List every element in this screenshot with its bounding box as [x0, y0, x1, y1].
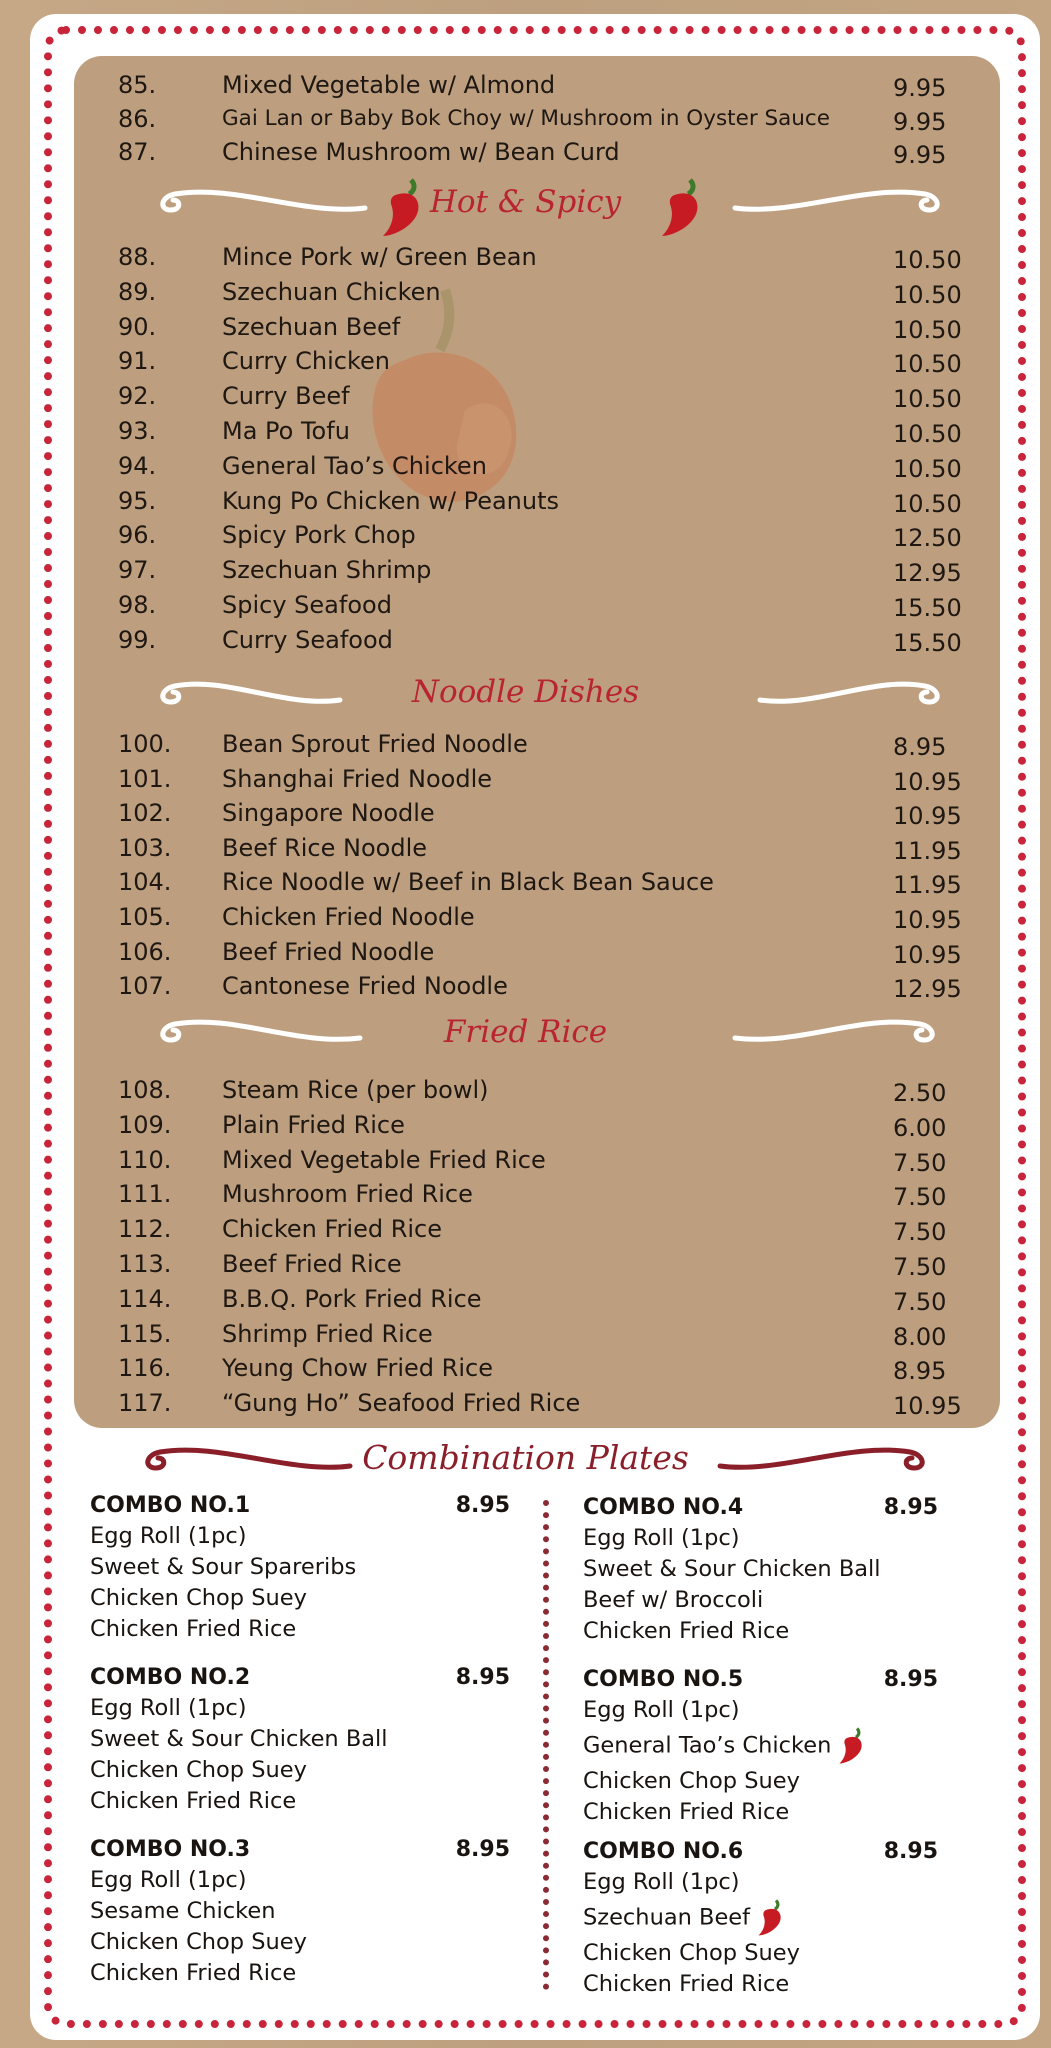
combo-line: [90, 1927, 510, 1958]
combo-line-text: General Tao’s Chicken: [583, 1732, 832, 1759]
swirl-ornament-right: [715, 1436, 930, 1476]
combo-line-text: Egg Roll (1pc): [583, 1525, 740, 1551]
menu-item-price: 10.50: [893, 280, 962, 309]
chili-pepper-icon: [656, 176, 708, 240]
menu-item-row: [118, 969, 962, 1004]
menu-item-price: 8.95: [893, 1357, 947, 1386]
menu-item-price: 10.50: [893, 350, 962, 379]
combo-line: [90, 1552, 510, 1583]
menu-item-row: [118, 1108, 958, 1142]
combo-card: [583, 1664, 938, 1828]
menu-item-row: [118, 1282, 958, 1316]
menu-item-name: Steam Rice (per bowl): [222, 1076, 489, 1104]
swirl-ornament-right: [730, 180, 945, 220]
combo-line: [90, 1614, 510, 1645]
menu-item-name: Szechuan Chicken: [222, 277, 441, 306]
menu-item-row: [118, 553, 962, 588]
menu-item-row: [118, 1317, 958, 1351]
menu-item-row: [118, 68, 958, 102]
combo-title: COMBO NO.2: [90, 1665, 251, 1690]
menu-item-name: B.B.Q. Pork Fried Rice: [222, 1284, 482, 1313]
combo-line-text: Sweet & Sour Spareribs: [90, 1554, 357, 1580]
combo-line-text: Chicken Fried Rice: [90, 1788, 297, 1814]
combo-line: [583, 1695, 938, 1726]
combo-title: COMBO NO.3: [90, 1837, 251, 1862]
menu-item-price: 7.50: [893, 1148, 947, 1177]
combo-line: [583, 1797, 938, 1828]
menu-item-price: 10.95: [893, 802, 962, 831]
combo-line-text: Chicken Chop Suey: [90, 1585, 307, 1611]
menu-item-price: 10.50: [893, 489, 962, 518]
menu-item-name: Chicken Fried Rice: [222, 1215, 443, 1244]
combo-divider: [543, 1500, 549, 1990]
menu-item-name: Szechuan Beef: [222, 312, 401, 341]
menu-item-row: [118, 449, 962, 483]
menu-item-name: Shanghai Fried Noodle: [222, 764, 493, 793]
menu-item-number: 85.: [118, 71, 157, 99]
menu-item-name: “Gung Ho” Seafood Fried Rice: [222, 1389, 581, 1418]
menu-item-price: 15.50: [893, 594, 962, 622]
menu-item-price: 7.50: [893, 1218, 947, 1247]
menu-item-row: [118, 344, 962, 379]
menu-item-row: [118, 135, 958, 169]
menu-item-name: Curry Seafood: [222, 625, 393, 654]
menu-item-number: 89.: [118, 277, 157, 306]
menu-item-number: 99.: [118, 625, 157, 654]
menu-item-price: 12.95: [893, 559, 962, 588]
combo-line: [90, 1521, 510, 1552]
menu-item-number: 117.: [118, 1389, 172, 1418]
menu-item-row: [118, 762, 962, 796]
menu-item-name: Rice Noodle w/ Beef in Black Bean Sauce: [222, 868, 714, 897]
menu-item-row: [118, 275, 962, 309]
menu-item-price: 15.50: [893, 628, 962, 657]
combo-line-text: Chicken Fried Rice: [583, 1799, 790, 1825]
menu-item-number: 102.: [118, 799, 172, 828]
menu-item-number: 114.: [118, 1284, 172, 1313]
combo-line-text: Chicken Chop Suey: [583, 1768, 800, 1794]
menu-item-row: [118, 484, 962, 518]
swirl-ornament-right: [730, 1010, 940, 1050]
menu-item-name: Ma Po Tofu: [222, 417, 350, 445]
swirl-ornament-left: [155, 180, 370, 220]
combo-card: [90, 1662, 510, 1817]
combo-price: 8.95: [455, 1837, 510, 1862]
menu-item-row: [118, 379, 962, 414]
swirl-ornament-right: [755, 672, 945, 712]
combo-line-text: Egg Roll (1pc): [583, 1869, 740, 1895]
menu-item-name: Spicy Seafood: [222, 591, 392, 619]
combo-line: [583, 1766, 938, 1797]
menu-item-price: 10.95: [893, 906, 962, 934]
menu-item-number: 88.: [118, 243, 157, 271]
menu-item-price: 8.00: [893, 1322, 947, 1351]
menu-item-number: 96.: [118, 521, 157, 550]
combo-line-text: Egg Roll (1pc): [90, 1695, 247, 1721]
menu-item-number: 101.: [118, 764, 172, 793]
menu-item-name: Curry Beef: [222, 382, 350, 411]
menu-item-row: [118, 102, 958, 136]
swirl-ornament-left: [140, 1436, 355, 1476]
combo-price: 8.95: [455, 1665, 510, 1690]
menu-item-row: [118, 1143, 958, 1177]
combo-line-text: Egg Roll (1pc): [583, 1697, 740, 1723]
menu-item-row: [118, 1247, 958, 1281]
combo-line-text: Chicken Chop Suey: [90, 1929, 307, 1955]
combo-card: [90, 1490, 510, 1645]
menu-item-row: [118, 1351, 958, 1385]
combo-title: COMBO NO.5: [583, 1667, 744, 1692]
menu-item-name: Szechuan Shrimp: [222, 556, 432, 585]
combo-line-text: Egg Roll (1pc): [90, 1867, 247, 1893]
swirl-ornament-left: [155, 672, 345, 712]
combo-line: [90, 1896, 510, 1927]
menu-item-number: 94.: [118, 451, 157, 480]
combo-line: [583, 1898, 938, 1938]
combo-line: [583, 1867, 938, 1898]
menu-item-price: 10.50: [893, 315, 962, 344]
combo-line: [583, 1585, 938, 1616]
menu-item-price: 9.95: [893, 107, 947, 136]
menu-item-row: [118, 518, 962, 553]
combo-price: 8.95: [883, 1839, 938, 1864]
menu-item-number: 112.: [118, 1215, 172, 1244]
menu-item-row: [118, 1212, 958, 1246]
combo-line: [583, 1616, 938, 1647]
menu-item-number: 98.: [118, 591, 157, 619]
menu-item-row: [118, 900, 962, 934]
menu-item-name: Singapore Noodle: [222, 799, 435, 828]
menu-item-name: Bean Sprout Fried Noodle: [222, 730, 528, 758]
menu-item-price: 11.95: [893, 871, 962, 900]
menu-item-number: 91.: [118, 347, 157, 376]
section-title-fried-rice: Fried Rice: [443, 1014, 608, 1050]
menu-item-number: 90.: [118, 312, 157, 341]
menu-item-row: [118, 588, 962, 622]
menu-item-number: 111.: [118, 1180, 172, 1209]
menu-item-price: 8.95: [893, 733, 947, 761]
menu-item-number: 106.: [118, 937, 172, 966]
menu-item-row: [118, 727, 958, 761]
menu-item-name: Mixed Vegetable w/ Almond: [222, 71, 556, 99]
menu-item-price: 12.95: [893, 975, 962, 1004]
combo-line: [90, 1724, 510, 1755]
menu-item-row: [118, 796, 962, 831]
menu-item-name: Gai Lan or Baby Bok Choy w/ Mushroom in Oyster Sauce: [222, 105, 830, 131]
menu-item-row: [118, 1177, 958, 1211]
menu-item-price: 7.50: [893, 1287, 947, 1316]
menu-item-number: 109.: [118, 1110, 172, 1139]
menu-item-name: Beef Fried Rice: [222, 1250, 402, 1278]
menu-item-name: Mince Pork w/ Green Bean: [222, 243, 537, 271]
menu-item-row: [118, 414, 962, 448]
menu-item-name: General Tao’s Chicken: [222, 451, 487, 480]
section-title-noodle-dishes: Noodle Dishes: [411, 674, 640, 710]
menu-item-price: 7.50: [893, 1183, 947, 1212]
combo-line: [583, 1523, 938, 1554]
menu-item-row: [118, 865, 962, 900]
menu-item-name: Kung Po Chicken w/ Peanuts: [222, 486, 560, 515]
combo-card: [583, 1492, 938, 1647]
combo-line: [583, 1938, 938, 1969]
menu-item-row: [118, 1073, 958, 1107]
menu-item-price: 6.00: [893, 1113, 947, 1142]
menu-item-price: 9.95: [893, 141, 947, 169]
menu-item-name: Plain Fried Rice: [222, 1110, 405, 1139]
menu-item-number: 100.: [118, 730, 172, 758]
menu-item-price: 9.95: [893, 74, 947, 102]
menu-item-number: 93.: [118, 417, 157, 445]
combo-line-text: Sweet & Sour Chicken Ball: [90, 1726, 388, 1752]
combo-title: COMBO NO.1: [90, 1493, 251, 1518]
menu-item-name: Cantonese Fried Noodle: [222, 972, 508, 1001]
combo-line-text: Sweet & Sour Chicken Ball: [583, 1556, 881, 1582]
combo-line: [90, 1865, 510, 1896]
menu-item-number: 92.: [118, 382, 157, 411]
combo-card: [583, 1836, 938, 2000]
menu-item-price: 2.50: [893, 1079, 947, 1107]
menu-item-price: 10.50: [893, 385, 962, 414]
menu-item-name: Shrimp Fried Rice: [222, 1319, 433, 1348]
section-title-combination-plates: Combination Plates: [362, 1438, 689, 1477]
menu-item-name: Beef Rice Noodle: [222, 833, 427, 862]
menu-item-name: Chinese Mushroom w/ Bean Curd: [222, 138, 620, 166]
combo-line-text: Chicken Fried Rice: [583, 1618, 790, 1644]
menu-item-price: 10.95: [893, 767, 962, 796]
menu-item-row: [118, 831, 962, 865]
menu-item-number: 103.: [118, 833, 172, 862]
combo-line: [90, 1786, 510, 1817]
menu-item-name: Chicken Fried Noodle: [222, 903, 475, 931]
menu-item-price: 12.50: [893, 524, 962, 553]
combo-line: [583, 1554, 938, 1585]
combo-title: COMBO NO.6: [583, 1839, 744, 1864]
chili-pepper-icon: [377, 176, 429, 240]
menu-item-number: 86.: [118, 104, 157, 133]
menu-item-price: 10.50: [893, 246, 962, 274]
combo-line-text: Chicken Fried Rice: [90, 1616, 297, 1642]
menu-item-number: 104.: [118, 868, 172, 897]
combo-line-text: Chicken Chop Suey: [583, 1940, 800, 1966]
menu-item-number: 95.: [118, 486, 157, 515]
menu-item-number: 97.: [118, 556, 157, 585]
chili-pepper-icon: [835, 1726, 869, 1766]
combo-price: 8.95: [883, 1495, 938, 1520]
menu-item-number: 87.: [118, 138, 157, 166]
menu-item-price: 11.95: [893, 836, 962, 865]
menu-item-number: 107.: [118, 972, 172, 1001]
combo-line-text: Szechuan Beef: [583, 1904, 751, 1931]
menu-item-number: 108.: [118, 1076, 172, 1104]
menu-item-name: Beef Fried Noodle: [222, 937, 435, 966]
combo-line: [90, 1693, 510, 1724]
combo-line: [90, 1958, 510, 1989]
combo-price: 8.95: [883, 1667, 938, 1692]
menu-item-number: 116.: [118, 1354, 172, 1383]
menu-item-price: 10.95: [893, 940, 962, 969]
combo-line-text: Chicken Chop Suey: [90, 1757, 307, 1783]
combo-line: [583, 1969, 938, 2000]
menu-item-row: [118, 623, 962, 657]
menu-item-row: [118, 1386, 962, 1421]
menu-item-name: Spicy Pork Chop: [222, 521, 416, 550]
combo-line-text: Chicken Fried Rice: [583, 1971, 790, 1997]
combo-line-text: Egg Roll (1pc): [90, 1523, 247, 1549]
chili-pepper-icon: [754, 1898, 788, 1938]
menu-item-number: 105.: [118, 903, 172, 931]
menu-item-name: Curry Chicken: [222, 347, 390, 376]
menu-item-name: Yeung Chow Fried Rice: [222, 1354, 493, 1383]
combo-line-text: Chicken Fried Rice: [90, 1960, 297, 1986]
combo-line-text: Beef w/ Broccoli: [583, 1587, 764, 1613]
menu-item-name: Mixed Vegetable Fried Rice: [222, 1145, 546, 1174]
menu-item-number: 113.: [118, 1250, 172, 1278]
menu-item-number: 115.: [118, 1319, 172, 1348]
menu-item-name: Mushroom Fried Rice: [222, 1180, 473, 1209]
menu-item-row: [118, 310, 962, 344]
combo-line-text: Sesame Chicken: [90, 1898, 276, 1924]
swirl-ornament-left: [155, 1010, 365, 1050]
menu-item-price: 10.50: [893, 454, 962, 483]
menu-item-price: 10.95: [893, 1392, 962, 1421]
menu-item-number: 110.: [118, 1145, 172, 1174]
menu-item-row: [118, 935, 962, 969]
combo-price: 8.95: [455, 1493, 510, 1518]
combo-line: [90, 1583, 510, 1614]
combo-card: [90, 1834, 510, 1989]
combo-line: [583, 1726, 938, 1766]
menu-item-price: 7.50: [893, 1253, 947, 1281]
section-title-hot-spicy: Hot & Spicy: [429, 184, 622, 220]
combo-title: COMBO NO.4: [583, 1495, 744, 1520]
menu-item-row: [118, 240, 962, 274]
menu-item-price: 10.50: [893, 420, 962, 448]
combo-line: [90, 1755, 510, 1786]
